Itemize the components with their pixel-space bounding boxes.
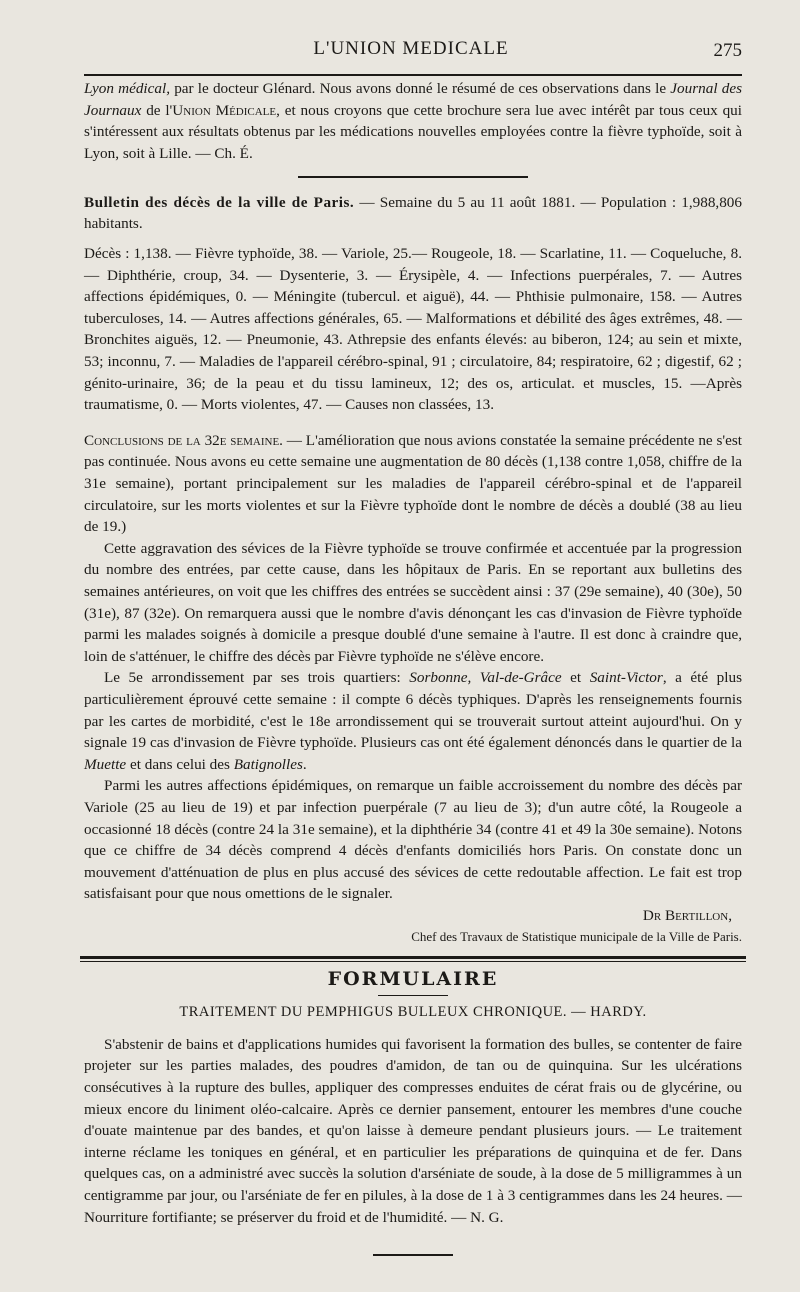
epidemic-paragraph: Parmi les autres affections épidémiques, on remarque un faible accroissement du nombre des décès par Variole (25 au lieu de 19) et par infection puerpérale (7 au lieu de 3); d'un autre côté, la Rougeole a occasionné 18 décès (contre 24 la 31e semaine), et la diphthérie 34 (contre 41 et 49 la 30e semaine). Notons que ce chiffre de 34 décès comprend 4 décès d'enfants domiciliés hors Paris. On constate donc un mouvement d'atténuation de plus en plus accusé des sévices de cette redoutable affection. Le fait est trop satisfaisant pour que nous omettions de le signaler. (84, 777, 742, 903)
title-underline (378, 995, 448, 997)
bulletin-heading: Bulletin des décès de la ville de Paris. — Semaine du 5 au 11 août 1881. — Population : 1,988,806 habitants. (84, 193, 742, 233)
running-title: L'UNION MEDICALE (313, 38, 509, 59)
signature: Dr Bertillon, (642, 906, 732, 924)
intro-paragraph: Lyon médical, par le docteur Glénard. Nous avons donné le résumé de ces observations dans le Journal des Journaux de l'Union Médicale, et nous croyons que cette brochure sera lue avec intérêt par tous ceux qui s'intéressent aux résultats obtenus par les médications nouvelles employées contre la fièvre typhoïde, soit à Lyon, soit à Lille. — Ch. É. (84, 80, 742, 162)
formulaire-paragraph: S'abstenir de bains et d'applications humides qui favorisent la formation des bulles, se contenter de faire projeter sur les parties malades, des poudres d'amidon, de tan ou de quinquina. Sur les ulcérations consécutives à la rupture des bulles, appliquer des compresses enduites de cérat frais ou de glycérine, ou mieux encore du liniment oléo-calcaire. Après ce dernier pansement, entourer les membres d'une couche d'ouate maintenue par des bandes, et qu'on laisse à demeure pendant plusieurs jours. — Le traitement interne réclame les toniques en général, et en particulier les préparations de quinquina et de fer. Dans quelques cas, on a administré avec succès la solution d'arséniate de soude, à la dose de 5 milligrammes à un centigramme par jour, ou l'arséniate de fer en pilules, à la dose de 1 à 3 centigrammes dans les 24 heures. — Nourriture fortifiante; se préserver du froid et de l'humidité. — N. G. (84, 1035, 742, 1226)
end-rule (373, 1254, 453, 1256)
section-divider (298, 176, 528, 178)
page-body (84, 78, 742, 1256)
journal-union-medicale: Union Médicale (172, 101, 277, 119)
formulaire-subtitle: TRAITEMENT DU PEMPHIGUS BULLEUX CHRONIQUE. — HARDY. (179, 1004, 647, 1021)
conclusions-label: Conclusions de la 32e semaine. (84, 431, 283, 449)
aggravation-paragraph: Cette aggravation des sévices de la Fièvre typhoïde se trouve confirmée et accentuée par la progression du nombre des entrées, par cette cause, dans les hôpitaux de Paris. En se reportant aux bulletins des semaines antérieures, on voit que les chiffres des entrées se succèdent ainsi : 37 (29e semaine), 40 (30e), 50 (31e), 87 (32e). On remarquera aussi que le nombre d'avis dénonçant les cas d'invasion de Fièvre typhoïde parmi les malades soignés à domicile a presque doublé d'une semaine à l'autre. Il est donc à craindre que, loin de s'atténuer, le chiffre des décès par Fièvre typhoïde ne s'élève encore. (84, 539, 742, 665)
signature-role: Chef des Travaux de Statistique municipale de la Ville de Paris. (411, 929, 742, 945)
page-header (80, 36, 742, 66)
double-rule (80, 956, 746, 963)
journal-des-journaux: Journal des Journaux (84, 80, 742, 119)
header-rule (84, 74, 742, 76)
journal-lyon-medical: Lyon médical, (84, 80, 170, 97)
arrondissement-paragraph: Le 5e arrondissement par ses trois quartiers: Sorbonne, Val-de-Grâce et Saint-Victor, a été plus particulièrement éprouvé cette semaine : il compte 6 décès typhiques. D'après les renseignements fournis par les cartes de morbidité, c'est le 18e arrondissement qui se trouverait surtout atteint aujourd'hui. On y signale 19 cas d'invasion de Fièvre typhoïde. Plusieurs cas ont été également dénoncés dans le quartier de la Muette et dans celui des Batignolles. (84, 669, 742, 773)
page-number: 275 (713, 40, 742, 61)
deaths-paragraph: Décès : 1,138. — Fièvre typhoïde, 38. — Variole, 25.— Rougeole, 18. — Scarlatine, 11. — Coqueluche, 8. — Diphthérie, croup, 34. — Dysenterie, 3. — Érysipèle, 4. — Infections puerpérales, 7. — Autres affections épidémiques, 0. — Méningite (tubercul. et aiguë), 44. — Phthisie pulmonaire, 158. — Autres tuberculoses, 14. — Autres affections générales, 65. — Malformations et débilité des âges extrêmes, 48. — Bronchites aiguës, 12. — Pneumonie, 43. Athrepsie des enfants élevés: au biberon, 124; au sein et mixte, 53; inconnu, 7. — Maladies de l'appareil cérébro-spinal, 91 ; circulatoire, 84; respiratoire, 62 ; digestif, 62 ; génito-urinaire, 36; de la peau et du tissu lamineux, 12; des os, articulat. et muscles, 15. —Après traumatisme, 0. — Morts violentes, 47. — Causes non classées, 13. (84, 245, 742, 414)
formulaire-title: FORMULAIRE (327, 968, 499, 991)
bulletin-title: Bulletin des décès de la ville de Paris. (84, 193, 355, 211)
conclusions-paragraph: Conclusions de la 32e semaine. — L'amélioration que nous avions constatée la semaine précédente ne s'est pas continuée. Nous avons eu cette semaine une augmentation de 80 décès (1,138 contre 1,058, chiffre de la 31e semaine), portant principalement sur les maladies de l'appareil cérébro-spinal et de l'appareil circulatoire, sur les morts violentes et sur la Fièvre typhoïde dont le nombre de décès a doublé (38 au lieu de 19.) (84, 431, 742, 536)
